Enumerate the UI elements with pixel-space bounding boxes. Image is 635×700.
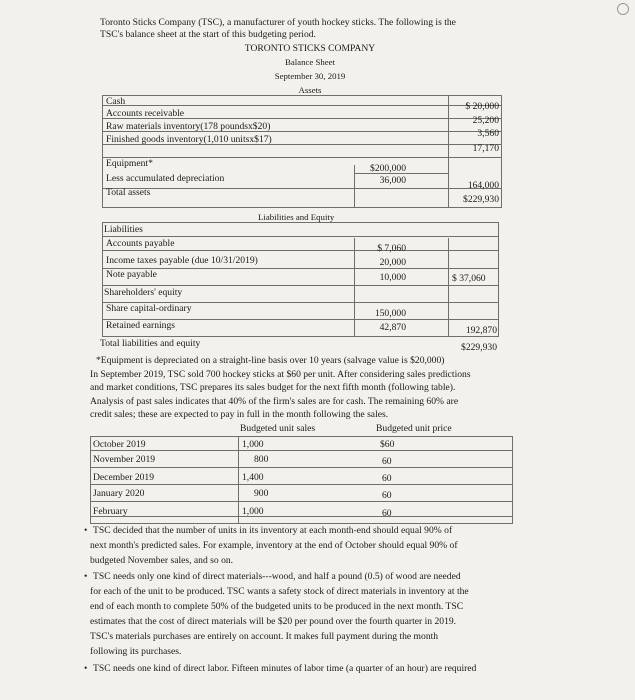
units-cell: 1,400 bbox=[242, 472, 264, 483]
liability-label: Liabilities bbox=[104, 224, 143, 235]
paragraph-line: credit sales; these are expected to pay in full in the month following the sales. bbox=[90, 409, 389, 420]
liability-value: $ 37,060 bbox=[452, 273, 486, 284]
asset-label: Accounts receivable bbox=[106, 108, 185, 119]
month-cell: January 2020 bbox=[93, 488, 145, 499]
paragraph-line: Analysis of past sales indicates that 40% of the firm's sales are for cash. The remaining 60% are bbox=[90, 396, 459, 407]
paragraph-line: and market conditions, TSC prepares its sales budget for the next fifth month (following table). bbox=[90, 382, 456, 393]
bullet-line: TSC's materials purchases are entirely on account. It makes full payment during the month bbox=[90, 631, 439, 642]
asset-value: 164,000 bbox=[467, 180, 499, 191]
asset-label: Cash bbox=[106, 96, 126, 107]
sheet-title: Balance Sheet bbox=[284, 57, 336, 67]
paragraph-line: In September 2019, TSC sold 700 hockey sticks at $60 per unit. After considering sales predictions bbox=[90, 369, 471, 380]
units-cell: 800 bbox=[254, 454, 269, 465]
bullet-icon: • bbox=[84, 525, 88, 536]
liability-mid-value: 150,000 bbox=[374, 308, 406, 319]
bullet-line: TSC decided that the number of units in its inventory at each month-end should equal 90% of bbox=[93, 525, 453, 536]
month-cell: February bbox=[93, 506, 128, 517]
bullet-line: following its purchases. bbox=[90, 646, 182, 657]
intro-line-1: Toronto Sticks Company (TSC), a manufacturer of youth hockey sticks. The following is the bbox=[100, 17, 456, 28]
asset-label: Less accumulated depreciation bbox=[106, 173, 225, 184]
liability-value: 192,870 bbox=[465, 325, 497, 336]
liability-label: Share capital-ordinary bbox=[106, 303, 192, 314]
asset-label: Finished goods inventory(1,010 unitsx$17) bbox=[106, 134, 272, 145]
bullet-line: estimates that the cost of direct materials will be $20 per pound over the fourth quarter in 2019. bbox=[90, 616, 457, 627]
liabilities-heading: Liabilities and Equity bbox=[258, 212, 335, 222]
assets-heading: Assets bbox=[298, 85, 322, 95]
scroll-indicator-icon bbox=[617, 3, 629, 15]
bullet-icon: • bbox=[84, 663, 88, 674]
equipment-footnote: *Equipment is depreciated on a straight-line basis over 10 years (salvage value is $20,000) bbox=[96, 355, 445, 366]
price-cell: $60 bbox=[380, 439, 395, 450]
liability-label: Accounts payable bbox=[106, 238, 175, 249]
asset-label: Total assets bbox=[106, 187, 151, 198]
liability-label: Total liabilities and equity bbox=[100, 338, 201, 349]
liability-mid-value: 10,000 bbox=[379, 272, 406, 283]
asset-mid-value: 36,000 bbox=[379, 175, 406, 186]
price-cell: 60 bbox=[382, 508, 392, 519]
asset-value: 17,170 bbox=[472, 143, 499, 154]
asset-label: Equipment* bbox=[106, 158, 153, 169]
asset-value: $ 20,000 bbox=[465, 101, 499, 112]
budget-header-units: Budgeted unit sales bbox=[240, 423, 316, 434]
asset-value: 25,200 bbox=[472, 115, 499, 126]
units-cell: 1,000 bbox=[242, 506, 264, 517]
bullet-line: TSC needs only one kind of direct materials---wood, and half a pound (0.5) of wood are needed bbox=[93, 571, 461, 582]
bullet-line: end of each month to complete 50% of the budgeted units to be produced in the next month. TSC bbox=[90, 601, 464, 612]
bullet-icon: • bbox=[84, 571, 88, 582]
asset-value: $229,930 bbox=[463, 194, 499, 205]
price-cell: 60 bbox=[382, 473, 392, 484]
liability-label: Note payable bbox=[106, 269, 157, 280]
month-cell: November 2019 bbox=[93, 454, 156, 465]
price-cell: 60 bbox=[382, 490, 392, 501]
budget-header-price: Budgeted unit price bbox=[376, 423, 452, 434]
liability-label: Retained earnings bbox=[106, 320, 175, 331]
price-cell: 60 bbox=[382, 456, 392, 467]
bullet-line: for each of the unit to be produced. TSC wants a safety stock of direct materials in inventory at the bbox=[90, 586, 469, 597]
sheet-date: September 30, 2019 bbox=[274, 71, 346, 81]
bullet-line: TSC needs one kind of direct labor. Fifteen minutes of labor time (a quarter of an hour) are required bbox=[93, 663, 477, 674]
liability-value: $229,930 bbox=[461, 342, 497, 353]
asset-label: Raw materials inventory(178 poundsx$20) bbox=[106, 121, 271, 132]
liability-mid-value: $ 7,060 bbox=[377, 243, 406, 254]
liability-label: Shareholders' equity bbox=[104, 287, 183, 298]
liability-mid-value: 42,870 bbox=[379, 322, 406, 333]
month-cell: October 2019 bbox=[93, 439, 146, 450]
company-name: TORONTO STICKS COMPANY bbox=[244, 43, 376, 54]
month-cell: December 2019 bbox=[93, 472, 155, 483]
asset-mid-value: $200,000 bbox=[370, 163, 406, 174]
asset-value: 3,560 bbox=[477, 128, 499, 139]
liability-mid-value: 20,000 bbox=[379, 257, 406, 268]
intro-line-2: TSC's balance sheet at the start of this budgeting period. bbox=[100, 29, 316, 40]
bullet-line: next month's predicted sales. For example, inventory at the end of October should equal 90% of bbox=[90, 540, 458, 551]
units-cell: 900 bbox=[254, 488, 269, 499]
units-cell: 1,000 bbox=[242, 439, 264, 450]
bullet-line: budgeted November sales, and so on. bbox=[90, 555, 234, 566]
liability-label: Income taxes payable (due 10/31/2019) bbox=[106, 255, 258, 266]
